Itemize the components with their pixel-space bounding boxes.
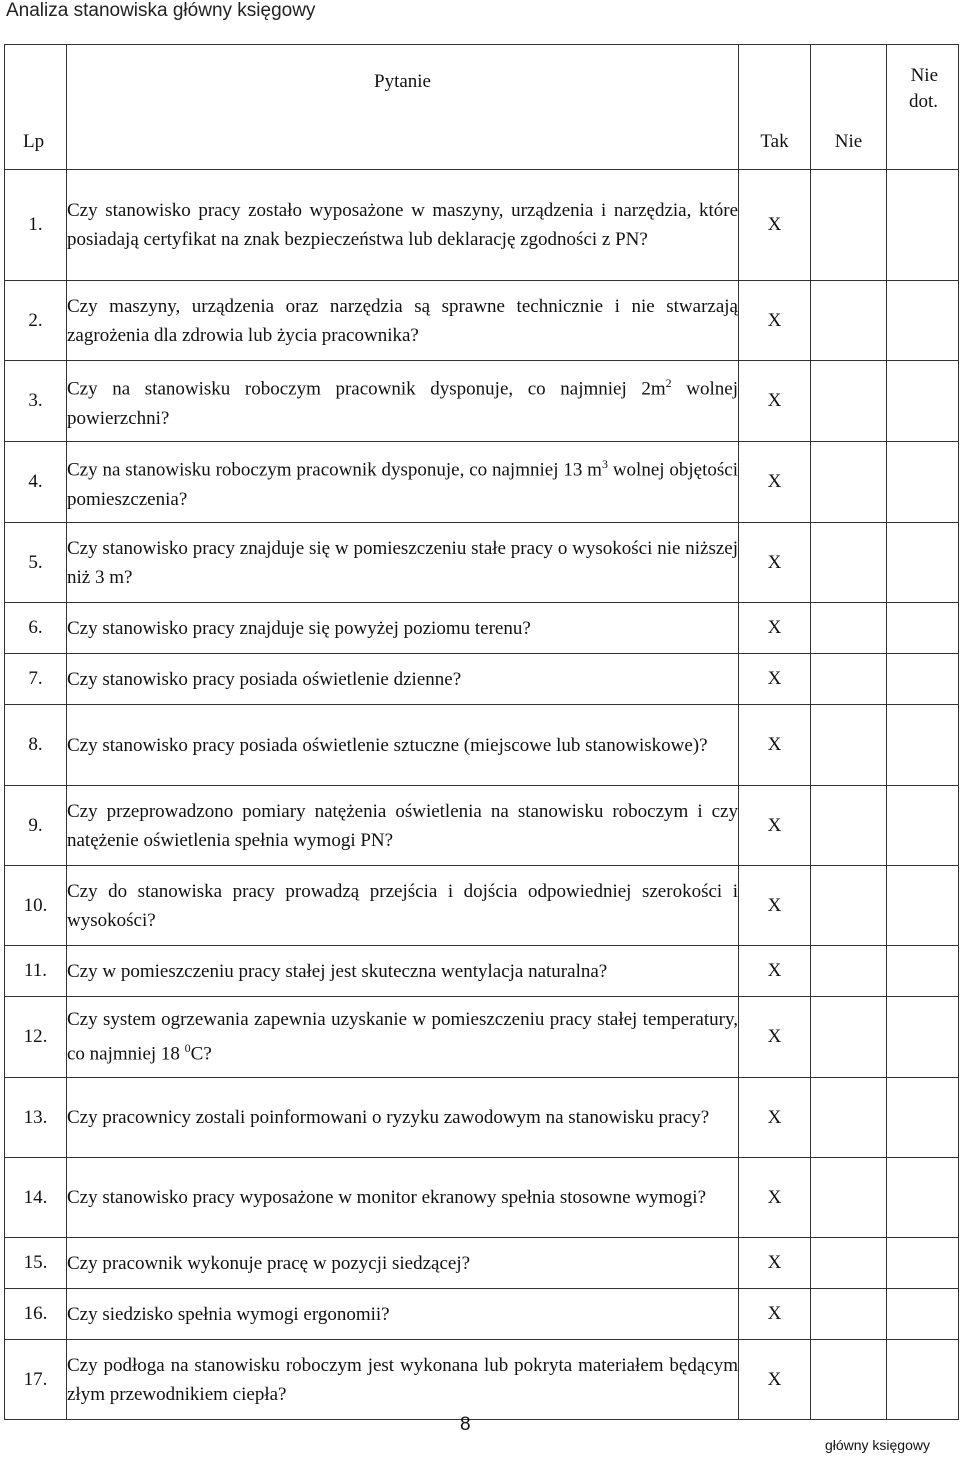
question-cell: [67, 281, 739, 361]
answer-no: [811, 442, 887, 523]
answer-not-applicable: [887, 1289, 959, 1340]
answer-no: [811, 654, 887, 705]
answer-yes: X: [739, 946, 811, 997]
question-text: Czy pracownik wykonuje pracę w pozycji siedzącej?: [67, 1252, 471, 1274]
answer-not-applicable: [887, 361, 959, 442]
table-row: [5, 523, 959, 603]
answer-not-applicable: [887, 170, 959, 281]
table-row: [5, 603, 959, 654]
row-number: 11.: [5, 946, 67, 997]
table-row: [5, 170, 959, 281]
question-cell: [67, 170, 739, 281]
question-text-end: C?: [190, 1043, 212, 1065]
answer-no: [811, 1238, 887, 1289]
answer-no: [811, 866, 887, 946]
question-cell: [67, 866, 739, 946]
row-number: 12.: [5, 997, 67, 1078]
table-header-row: [5, 45, 959, 170]
answer-no: [811, 1078, 887, 1158]
answer-not-applicable: [887, 866, 959, 946]
question-cell: [67, 523, 739, 603]
header-not-applicable: [887, 45, 959, 170]
answer-not-applicable: [887, 705, 959, 786]
row-number: 10.: [5, 866, 67, 946]
question-superscript: 2: [665, 376, 672, 391]
table-row: [5, 786, 959, 866]
row-number: 5.: [5, 523, 67, 603]
question-cell: [67, 1078, 739, 1158]
question-text: [67, 1005, 738, 1068]
row-number: 13.: [5, 1078, 67, 1158]
table-row: [5, 654, 959, 705]
question-cell: [67, 705, 739, 786]
question-text-end: wolnej powierzchni?: [67, 378, 738, 429]
header-question: Pytanie: [67, 45, 739, 170]
header-na-line1: Nie: [910, 65, 938, 86]
answer-yes: X: [739, 1158, 811, 1238]
table-row: [5, 997, 959, 1078]
row-number: 15.: [5, 1238, 67, 1289]
answer-yes: X: [739, 705, 811, 786]
answer-no: [811, 523, 887, 603]
question-superscript: 0: [184, 1041, 191, 1056]
answer-yes: X: [739, 1078, 811, 1158]
header-no: Nie: [811, 45, 887, 170]
table-row: [5, 281, 959, 361]
question-text: Czy stanowisko pracy posiada oświetlenie dzienne?: [67, 668, 462, 690]
table-row: [5, 1158, 959, 1238]
question-cell: [67, 1289, 739, 1340]
answer-yes: X: [739, 866, 811, 946]
answer-no: [811, 603, 887, 654]
footer-label: główny księgowy: [824, 1437, 930, 1453]
answer-yes: X: [739, 281, 811, 361]
answer-yes: X: [739, 1289, 811, 1340]
answer-no: [811, 1158, 887, 1238]
answer-not-applicable: [887, 1158, 959, 1238]
table-row: [5, 1238, 959, 1289]
answer-not-applicable: [887, 281, 959, 361]
row-number: 9.: [5, 786, 67, 866]
question-cell: [67, 361, 739, 442]
answer-yes: X: [739, 603, 811, 654]
row-number: 17.: [5, 1340, 67, 1420]
answer-not-applicable: [887, 997, 959, 1078]
answer-yes: X: [739, 1238, 811, 1289]
row-number: 3.: [5, 361, 67, 442]
question-text: Czy stanowisko pracy posiada oświetlenie sztuczne (miejscowe lub stanowiskowe)?: [67, 734, 708, 756]
question-text-start: Czy system ogrzewania zapewnia uzyskanie w pomieszczeniu pracy stałej temperatury, co najmniej 18: [67, 1009, 738, 1065]
page-number: 8: [460, 1414, 471, 1435]
answer-no: [811, 361, 887, 442]
table-row: [5, 866, 959, 946]
question-text-end: wolnej objętości pomieszczenia?: [67, 459, 738, 510]
question-text: Czy podłoga na stanowisku roboczym jest wykonana lub pokryta materiałem będącym złym przewodnikiem ciepła?: [67, 1354, 738, 1405]
answer-yes: X: [739, 442, 811, 523]
question-text: Czy pracownicy zostali poinformowani o ryzyku zawodowym na stanowisku pracy?: [67, 1107, 710, 1128]
row-number: 7.: [5, 654, 67, 705]
question-superscript: 3: [601, 457, 608, 472]
question-cell: [67, 1340, 739, 1420]
row-number: 1.: [5, 170, 67, 281]
row-number: 2.: [5, 281, 67, 361]
question-cell: [67, 603, 739, 654]
question-text: Czy stanowisko pracy zostało wyposażone w maszyny, urządzenia i narzędzia, które posiadają certyfikat na znak bezpieczeństwa lub deklarację zgodności z PN?: [67, 200, 738, 250]
question-text: Czy siedzisko spełnia wymogi ergonomii?: [67, 1303, 390, 1325]
question-text: Czy przeprowadzono pomiary natężenia oświetlenia na stanowisku roboczym i czy natężenie oświetlenia spełnia wymogi PN?: [67, 800, 738, 851]
answer-not-applicable: [887, 946, 959, 997]
question-text: Czy maszyny, urządzenia oraz narzędzia są sprawne technicznie i nie stwarzają zagrożenia dla zdrowia lub życia pracownika?: [67, 295, 738, 346]
answer-yes: X: [739, 523, 811, 603]
header-yes: Tak: [739, 45, 811, 170]
row-number: 6.: [5, 603, 67, 654]
row-number: 4.: [5, 442, 67, 523]
table-row: [5, 946, 959, 997]
answer-yes: X: [739, 170, 811, 281]
question-text: Czy do stanowiska pracy prowadzą przejścia i dojścia odpowiedniej szerokości i wysokości?: [67, 880, 738, 931]
question-text: Czy stanowisko pracy znajduje się w pomieszczeniu stałe pracy o wysokości nie niższej niż 3 m?: [67, 537, 738, 588]
table-row: [5, 1289, 959, 1340]
question-cell: [67, 997, 739, 1078]
document-title: Analiza stanowiska główny księgowy: [6, 0, 316, 21]
answer-not-applicable: [887, 442, 959, 523]
answer-not-applicable: [887, 1078, 959, 1158]
table-row: [5, 361, 959, 442]
answer-yes: X: [739, 1340, 811, 1420]
question-text: [67, 450, 738, 513]
question-text-start: Czy na stanowisku roboczym pracownik dysponuje, co najmniej 2m: [67, 378, 666, 400]
answer-no: [811, 786, 887, 866]
header-na-line2: dot.: [908, 91, 938, 112]
answer-not-applicable: [887, 1238, 959, 1289]
question-cell: [67, 786, 739, 866]
answer-no: [811, 170, 887, 281]
answer-no: [811, 997, 887, 1078]
answer-not-applicable: [887, 654, 959, 705]
answer-no: [811, 1289, 887, 1340]
question-text: Czy stanowisko pracy znajduje się powyżej poziomu terenu?: [67, 617, 531, 639]
question-text: [67, 369, 738, 432]
table-row: [5, 442, 959, 523]
question-cell: [67, 1158, 739, 1238]
answer-not-applicable: [887, 786, 959, 866]
answer-no: [811, 281, 887, 361]
question-cell: [67, 654, 739, 705]
row-number: 16.: [5, 1289, 67, 1340]
answer-yes: X: [739, 654, 811, 705]
answer-not-applicable: [887, 1340, 959, 1420]
row-number: 8.: [5, 705, 67, 786]
answer-yes: X: [739, 361, 811, 442]
question-cell: [67, 442, 739, 523]
answer-no: [811, 946, 887, 997]
answer-yes: X: [739, 786, 811, 866]
question-cell: [67, 946, 739, 997]
answer-yes: X: [739, 997, 811, 1078]
table-row: [5, 1340, 959, 1420]
answer-no: [811, 1340, 887, 1420]
question-cell: [67, 1238, 739, 1289]
question-text: Czy stanowisko pracy wyposażone w monitor ekranowy spełnia stosowne wymogi?: [67, 1187, 707, 1208]
question-text: Czy w pomieszczeniu pracy stałej jest skuteczna wentylacja naturalna?: [67, 960, 608, 982]
header-lp: Lp: [5, 45, 67, 170]
checklist-table: [4, 44, 959, 1420]
row-number: 14.: [5, 1158, 67, 1238]
question-text-start: Czy na stanowisku roboczym pracownik dysponuje, co najmniej 13 m: [67, 459, 602, 481]
table-row: [5, 1078, 959, 1158]
answer-not-applicable: [887, 603, 959, 654]
answer-not-applicable: [887, 523, 959, 603]
answer-no: [811, 705, 887, 786]
table-row: [5, 705, 959, 786]
